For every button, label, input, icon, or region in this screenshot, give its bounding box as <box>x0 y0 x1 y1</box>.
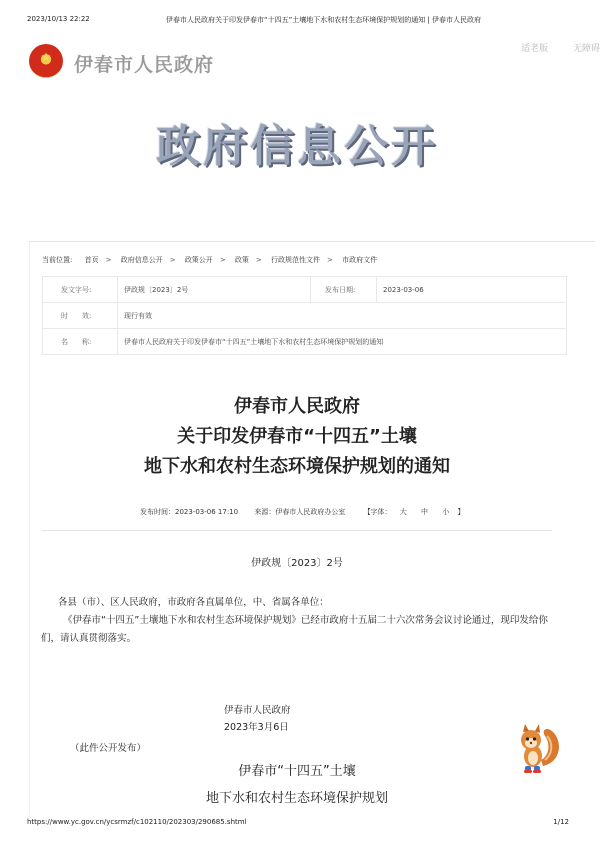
body-paragraph-main: 《伊春市“十四五”土壤地下水和农村生态环境保护规划》已经市政府十五届二十六次常务会议讨论通过，现印发给你们，请认真贯彻落实。 <box>41 615 548 644</box>
print-page-title: 伊春市人民政府关于印发伊春市“十四五”土壤地下水和农村生态环境保护规划的通知 | 伊春市人民政府 <box>166 16 482 24</box>
sign-date: 2023年3月6日 <box>224 722 289 733</box>
title-line-2: 关于印发伊春市“十四五”土壤 <box>177 426 417 447</box>
site-name[interactable]: 伊春市人民政府 <box>74 54 215 76</box>
document-info-table <box>42 276 567 355</box>
breadcrumb-separator: > <box>169 256 176 264</box>
breadcrumb-separator: > <box>105 256 112 264</box>
body-paragraph-addressees: 各县（市）、区人民政府，市政府各直属单位，中、省属各单位： <box>58 597 329 608</box>
attachment-title-line-1: 伊春市“十四五”土壤 <box>238 764 356 779</box>
print-header <box>0 0 594 26</box>
breadcrumb-item-normative-docs[interactable]: 行政规范性文件 <box>271 256 321 264</box>
meta-divider <box>42 530 552 531</box>
breadcrumb-item-home[interactable]: 首页 <box>84 256 99 264</box>
print-date: 2023/10/13 22:22 <box>27 15 90 23</box>
publication-note: （此件公开发布） <box>70 743 147 754</box>
validity-value: 现行有效 <box>118 303 567 329</box>
print-footer <box>0 814 594 834</box>
breadcrumb-label: 当前位置: <box>42 256 73 264</box>
breadcrumb-separator: > <box>255 256 262 264</box>
breadcrumb-separator: > <box>327 256 333 264</box>
name-value: 伊春市人民政府关于印发伊春市“十四五”土壤地下水和农村生态环境保护规划的通知 <box>118 329 567 355</box>
top-links <box>521 41 600 54</box>
document-meta <box>140 507 465 517</box>
squirrel-mascot-icon[interactable] <box>513 722 563 774</box>
section-banner: 政府信息公开 <box>156 121 438 172</box>
signer-name: 伊春市人民政府 <box>224 705 291 716</box>
site-header <box>0 38 600 88</box>
title-line-1: 伊春市人民政府 <box>234 396 360 417</box>
content-box <box>29 241 595 815</box>
title-line-3: 地下水和农村生态环境保护规划的通知 <box>144 456 450 477</box>
national-emblem-icon[interactable]: ★ <box>29 44 63 78</box>
publish-time: 发布时间：2023-03-06 17:10 <box>140 508 239 516</box>
breadcrumb-item-policy-public[interactable]: 政策公开 <box>184 256 213 264</box>
breadcrumb-item-gov-info[interactable]: 政府信息公开 <box>120 256 163 264</box>
attachment-title <box>0 758 594 812</box>
font-size-controls <box>364 508 465 516</box>
source: 来源：伊春市人民政府办公室 <box>254 508 346 516</box>
name-label: 名 称: <box>43 329 118 355</box>
publish-date-value: 2023-03-06 <box>377 277 567 303</box>
document-number: 伊政规〔2023〕2号 <box>251 558 343 569</box>
accessibility-link[interactable]: 无障碍 <box>572 44 600 54</box>
print-url: https://www.yc.gov.cn/ycsrmzf/c102110/202303/290685.shtml <box>27 818 247 826</box>
font-size-medium-button[interactable]: 中 <box>421 508 429 516</box>
breadcrumb <box>42 255 377 265</box>
document-body <box>41 594 561 648</box>
breadcrumb-item-policy[interactable]: 政策 <box>234 256 249 264</box>
signature-block <box>224 702 291 736</box>
validity-label: 时 效: <box>43 303 118 329</box>
font-size-close: 】 <box>457 508 465 516</box>
breadcrumb-item-city-docs[interactable]: 市政府文件 <box>342 256 378 264</box>
attachment-title-line-2: 地下水和农村生态环境保护规划 <box>205 791 388 806</box>
font-size-small-button[interactable]: 小 <box>442 508 450 516</box>
font-size-large-button[interactable]: 大 <box>399 508 407 516</box>
doc-number-label: 发文字号: <box>43 277 118 303</box>
elderly-mode-link[interactable]: 适老版 <box>521 44 549 54</box>
document-title <box>0 392 594 482</box>
publish-date-label: 发布日期: <box>311 277 377 303</box>
font-size-label: 【字体： <box>363 508 392 516</box>
print-page-count: 1/12 <box>553 818 569 826</box>
breadcrumb-separator: > <box>219 256 226 264</box>
doc-number-value: 伊政规〔2023〕2号 <box>118 277 311 303</box>
